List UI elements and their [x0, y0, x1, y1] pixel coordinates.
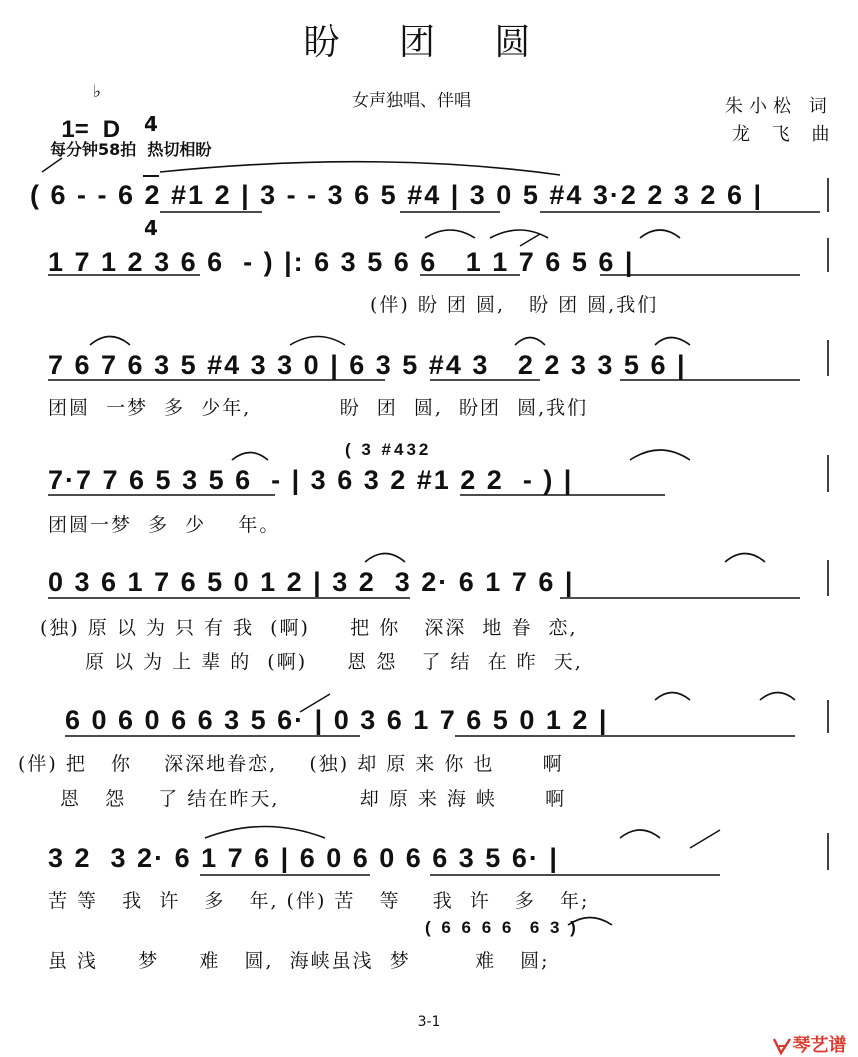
- lyric-line-5b: 原 以 为 上 辈 的 (啊) 恩 怨 了 结 在 昨 天,: [85, 651, 583, 673]
- lyric-line-7a: 苦 等 我 许 多 年, (伴) 苦 等 我 许 多 年;: [48, 890, 590, 912]
- score-line-2: 1 7 1 2 3 6 6 - ) |: 6 3 5 6 6 1 1 7 6 5 6 |: [48, 247, 635, 277]
- slur: [205, 827, 325, 839]
- slur: [655, 338, 690, 346]
- alt-notes-2: ( 6 6 6 6 6 3 ): [425, 918, 579, 937]
- lyricist-credit: 朱小松 词: [725, 96, 833, 117]
- slur: [515, 338, 545, 346]
- lyric-line-7b: 虽 浅 梦 难 圆, 海峡虽浅 梦 难 圆;: [48, 950, 550, 972]
- slur: [640, 230, 680, 238]
- page-number: 3-1: [417, 1014, 441, 1030]
- lyric-line-4: 团圆一梦 多 少 年。: [48, 514, 281, 536]
- score-line-4: 7·7 7 6 5 3 5 6 - | 3 6 3 2 #1 2 2 - ) |: [48, 465, 574, 495]
- lyric-line-5a: (独) 原 以 为 只 有 我 (啊) 把 你 深深 地 眷 恋,: [40, 617, 578, 639]
- slur: [620, 830, 660, 838]
- alt-notes-1: ( 3 #432: [345, 440, 432, 459]
- lyric-line-2: (伴) 盼 团 圆, 盼 团 圆,我们: [370, 294, 659, 316]
- arrow-mark: [42, 158, 62, 172]
- score-line-1: ( 6 - - 6 2 #1 2 | 3 - - 3 6 5 #4 | 3 0 5 #4 3·2 2 3 2 6 |: [30, 180, 764, 210]
- slur: [160, 162, 560, 175]
- meter-bottom: 4: [144, 216, 158, 240]
- score-line-6: 6 0 6 0 6 6 3 5 6· | 0 3 6 1 7 6 5 0 1 2 |: [65, 705, 609, 735]
- key-letter: D: [102, 116, 121, 143]
- tempo-marking: 每分钟58拍 热切相盼: [50, 140, 212, 159]
- slur: [90, 337, 130, 346]
- lyric-line-3: 团圆 一梦 多 少年, 盼 团 圆, 盼团 圆,我们: [48, 397, 589, 419]
- slur: [725, 554, 765, 563]
- slur: [630, 450, 690, 460]
- key-prefix: 1=: [61, 116, 89, 143]
- lyric-line-6b: 恩 怨 了 结在昨天, 却 原 来 海 峡 啊: [60, 788, 567, 810]
- score-line-3: 7 6 7 6 3 5 #4 3 3 0 | 6 3 5 #4 3 2 2 3 3 5 6 |: [48, 350, 687, 380]
- score-line-7: 3 2 3 2· 6 1 7 6 | 6 0 6 0 6 6 3 5 6· |: [48, 843, 559, 873]
- slur: [365, 554, 405, 563]
- meter-top: 4: [144, 112, 158, 136]
- slur: [232, 453, 268, 461]
- watermark-text: 琴艺谱: [792, 1035, 847, 1056]
- arrow-mark: [300, 694, 330, 712]
- page-title: 盼 团 圆: [303, 22, 555, 63]
- composer-credit: 龙 飞 曲: [732, 124, 838, 145]
- slur: [290, 337, 345, 346]
- slur: [760, 693, 795, 701]
- slur: [568, 918, 612, 926]
- slur: [425, 230, 475, 238]
- arrow-mark: [690, 830, 720, 848]
- slur: [655, 693, 690, 701]
- flat-sign: ♭: [93, 82, 102, 102]
- lyric-line-6a: (伴) 把 你 深深地眷恋, (独) 却 原 来 你 也 啊: [18, 753, 564, 775]
- score-line-5: 0 3 6 1 7 6 5 0 1 2 | 3 2 3 2· 6 1 7 6 |: [48, 567, 575, 597]
- performance-note: 女声独唱、伴唱: [352, 91, 471, 111]
- arrow-mark: [520, 234, 540, 246]
